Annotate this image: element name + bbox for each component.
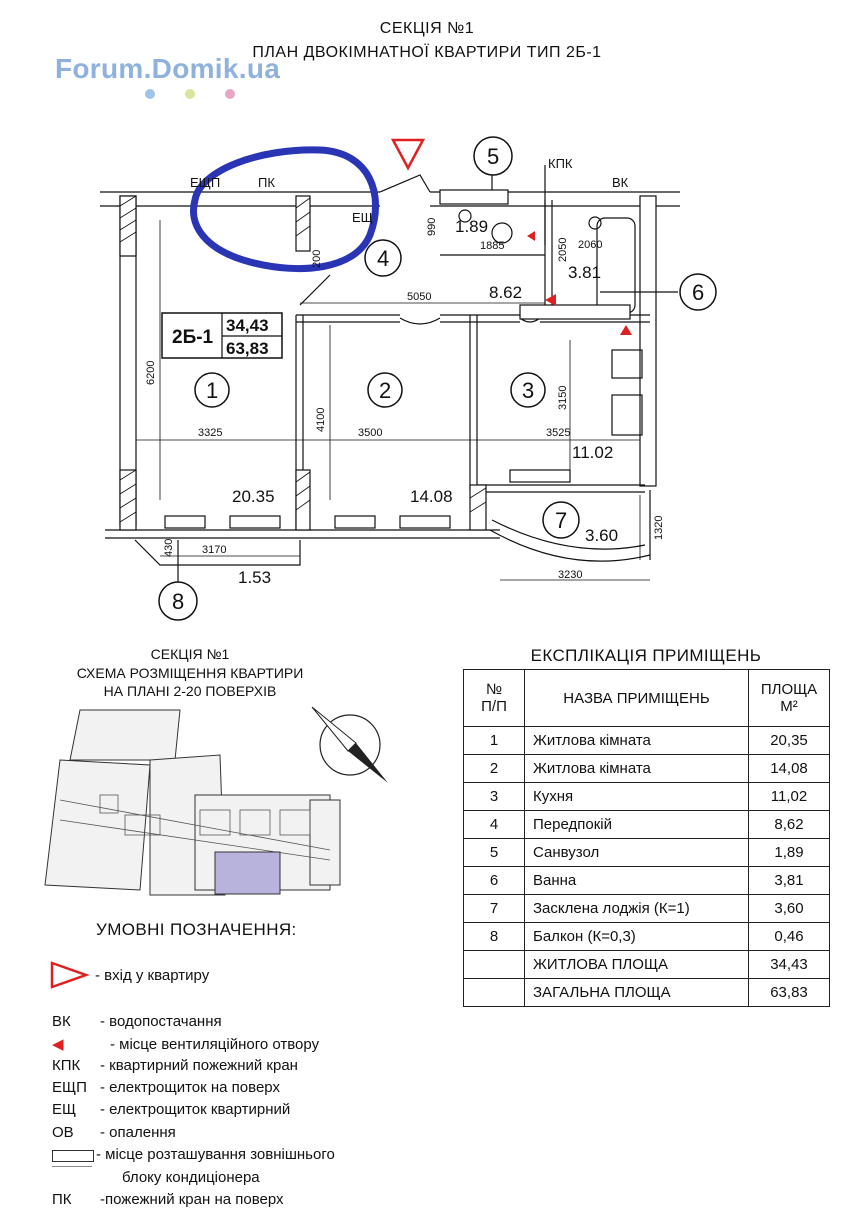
row-area: 1,89 — [749, 839, 830, 867]
row-area: 3,81 — [749, 867, 830, 895]
legend-key: ВК — [52, 1013, 71, 1030]
label-pk: ПК — [258, 175, 275, 190]
total-living-value: 34,43 — [749, 951, 830, 979]
legend-text: - водопостачання — [100, 1013, 222, 1030]
explication-table — [463, 669, 830, 1007]
dim-3525: 3525 — [546, 427, 571, 439]
label-esch: ЕЩ — [352, 210, 373, 225]
legend-key: ОВ — [52, 1124, 74, 1141]
dim-2050: 2050 — [557, 237, 569, 262]
table-row — [464, 839, 830, 867]
entrance-triangle-icon — [50, 961, 90, 991]
dim-3230: 3230 — [558, 569, 583, 581]
row-area: 3,60 — [749, 895, 830, 923]
legend-key: ЕЩ — [52, 1101, 77, 1118]
row-area: 0,46 — [749, 923, 830, 951]
legend-key: КПК — [52, 1057, 81, 1074]
dim-3500: 3500 — [358, 427, 383, 439]
dim-1885: 1885 — [480, 240, 505, 252]
row-name: Житлова кімната — [525, 727, 749, 755]
legend-ac-text-2: блоку кондиціонера — [122, 1169, 260, 1186]
room-7-area: 3.60 — [585, 526, 619, 545]
row-name: Передпокій — [525, 811, 749, 839]
room-6-area: 3.81 — [568, 263, 602, 282]
row-name: Санвузол — [525, 839, 749, 867]
room-7-num: 7 — [555, 508, 568, 533]
label-eshp: ЕЩП — [190, 175, 221, 190]
total-living-label: ЖИТЛОВА ПЛОЩА — [525, 951, 749, 979]
row-num: 1 — [464, 727, 525, 755]
legend-text: - електрощиток квартирний — [100, 1101, 291, 1118]
table-row — [464, 783, 830, 811]
dim-6200: 6200 — [145, 360, 157, 385]
row-name: Кухня — [525, 783, 749, 811]
header-area: ПЛОЩА М² — [749, 670, 830, 727]
room-8-num: 8 — [172, 589, 185, 614]
entrance-triangle-icon — [393, 140, 423, 168]
scheme-title-3: НА ПЛАНІ 2-20 ПОВЕРХІВ — [103, 683, 277, 699]
apt-total-area: 63,83 — [226, 339, 269, 358]
vent-marker-icon: ◀ — [52, 1036, 64, 1053]
room-4-area: 8.62 — [489, 283, 523, 302]
explication-title: ЕКСПЛІКАЦІЯ ПРИМІЩЕНЬ — [530, 646, 762, 665]
row-name: Житлова кімната — [525, 755, 749, 783]
room-5-num: 5 — [487, 144, 500, 169]
row-num: 6 — [464, 867, 525, 895]
table-header-row — [464, 670, 830, 727]
legend-item — [52, 1013, 222, 1030]
row-num: 7 — [464, 895, 525, 923]
table-row — [464, 895, 830, 923]
dim-3150: 3150 — [557, 385, 569, 410]
legend-text: - опалення — [100, 1124, 176, 1141]
header-num: № П/П — [464, 670, 525, 727]
apartment-highlight — [215, 852, 280, 894]
row-name: Засклена лоджія (К=1) — [525, 895, 749, 923]
plan-title: ПЛАН ДВОКІМНАТНОЇ КВАРТИРИ ТИП 2Б-1 — [252, 44, 602, 61]
table-row — [464, 811, 830, 839]
dim-2060: 2060 — [578, 239, 603, 251]
room-6-num: 6 — [692, 280, 705, 305]
dim-1320: 1320 — [653, 515, 665, 540]
row-area: 20,35 — [749, 727, 830, 755]
highlight-circle — [193, 150, 375, 269]
label-vk: ВК — [612, 175, 629, 190]
watermark-logo: Forum.Domik.ua — [55, 53, 281, 84]
legend-item — [52, 1079, 280, 1096]
row-name: Балкон (К=0,3) — [525, 923, 749, 951]
table-row — [464, 867, 830, 895]
row-num: 8 — [464, 923, 525, 951]
vent-marker-icon — [620, 325, 632, 335]
room-8-area: 1.53 — [238, 568, 272, 587]
table-row — [464, 727, 830, 755]
legend-text: -пожежний кран на поверх — [100, 1191, 284, 1208]
total-row — [464, 951, 830, 979]
header-name: НАЗВА ПРИМІЩЕНЬ — [525, 670, 749, 727]
legend-text: - електрощиток на поверх — [100, 1079, 280, 1096]
scheme-title-2: СХЕМА РОЗМІЩЕННЯ КВАРТИРИ — [76, 665, 304, 681]
legend-entrance: - вхід у квартиру — [95, 967, 210, 984]
section-title: СЕКЦІЯ №1 — [379, 20, 475, 37]
legend-text: - місце вентиляційного отвору — [110, 1036, 320, 1053]
legend-title: УМОВНІ ПОЗНАЧЕННЯ: — [96, 920, 297, 939]
row-name: Ванна — [525, 867, 749, 895]
legend-item — [52, 1035, 319, 1053]
room-1-num: 1 — [206, 378, 219, 403]
room-2-num: 2 — [379, 378, 392, 403]
row-num: 4 — [464, 811, 525, 839]
table-row — [464, 755, 830, 783]
row-area: 14,08 — [749, 755, 830, 783]
legend-key: ЕЩП — [52, 1079, 87, 1096]
total-row — [464, 979, 830, 1007]
ac-unit-icon — [52, 1150, 94, 1162]
legend-item — [52, 1124, 176, 1141]
apt-type: 2Б-1 — [172, 327, 214, 348]
label-kpk: КПК — [548, 156, 573, 171]
total-area-value: 63,83 — [749, 979, 830, 1007]
room-3-area: 11.02 — [572, 443, 614, 462]
room-1-area: 20.35 — [232, 487, 275, 506]
room-4-num: 4 — [377, 246, 390, 271]
dim-430: 430 — [163, 538, 175, 557]
room-2-area: 14.08 — [410, 487, 453, 506]
north-arrow-icon — [312, 707, 388, 783]
dim-3325: 3325 — [198, 427, 223, 439]
dim-990: 990 — [426, 217, 438, 236]
room-3-num: 3 — [522, 378, 535, 403]
room-5-area: 1.89 — [455, 217, 489, 236]
legend-ac-text: - місце розташування зовнішнього — [96, 1146, 335, 1163]
total-area-label: ЗАГАЛЬНА ПЛОЩА — [525, 979, 749, 1007]
dim-5050: 5050 — [407, 291, 432, 303]
apt-living-area: 34,43 — [226, 316, 269, 335]
scheme-title-1: СЕКЦІЯ №1 — [150, 646, 230, 662]
row-num: 2 — [464, 755, 525, 783]
legend-text: - квартирний пожежний кран — [100, 1057, 298, 1074]
legend-item — [52, 1101, 290, 1118]
dim-3170: 3170 — [202, 544, 227, 556]
row-area: 8,62 — [749, 811, 830, 839]
legend-key: ПК — [52, 1191, 72, 1208]
building-scheme — [40, 700, 420, 915]
row-num: 3 — [464, 783, 525, 811]
vent-marker-icon — [527, 231, 535, 241]
dim-4100: 4100 — [315, 407, 327, 432]
table-row — [464, 923, 830, 951]
row-num: 5 — [464, 839, 525, 867]
legend-item — [52, 1057, 298, 1074]
row-area: 11,02 — [749, 783, 830, 811]
legend-item — [52, 1191, 284, 1208]
dim-200: 200 — [311, 249, 323, 268]
vent-marker-icon — [545, 294, 556, 306]
